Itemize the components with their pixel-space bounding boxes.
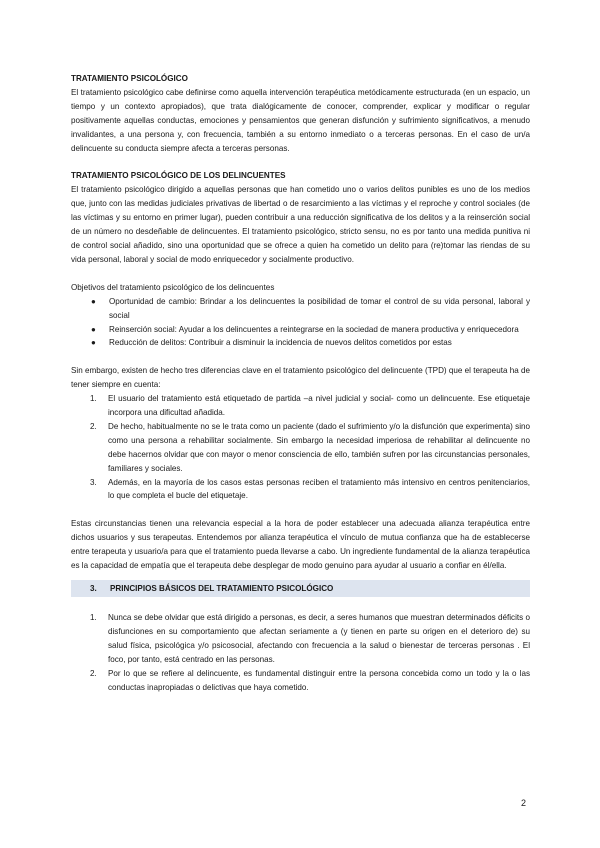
bullet-icon: ●	[91, 296, 96, 306]
section-title: PRINCIPIOS BÁSICOS DEL TRATAMIENTO PSICOLÓGICO	[110, 584, 334, 593]
section-heading-delincuentes: TRATAMIENTO PSICOLÓGICO DE LOS DELINCUENTES	[71, 171, 286, 181]
list-item-text: Nunca se debe olvidar que está dirigido a personas, es decir, a seres humanos que muestran determinados déficits o disfunciones en su comportamiento que afectan seriamente a (y tienen en parte su origen en el deterioro de) su salud física, psicológica y/o psicosocial, afectando con frecuencia a la salud o bienestar de terceras personas . El foco, por tanto, está centrado en las personas.	[108, 613, 530, 664]
list-item-number: 2.	[90, 668, 97, 678]
section-heading-principios	[71, 580, 530, 597]
paragraph-definition: El tratamiento psicológico cabe definirse como aquella intervención terapéutica metódicamente estructurada (en un espacio, un tiempo y un contexto apropiados), que trata dialógicamente de conocer, comprender, explicar y modificar o regular positivamente aquellas conductas, emociones y pensamientos que generan disfunción y sufrimiento significativos, a menudo invalidantes, a una persona y, con frecuencia, también a su entorno inmediato o a terceras personas. En el caso de un/a delincuente su conducta siempre afecta a terceras personas.	[71, 87, 530, 153]
list-item	[71, 323, 530, 337]
list-item-number: 3.	[90, 477, 97, 487]
list-item-text: Reducción de delitos: Contribuir a disminuir la incidencia de nuevos delitos cometidos por estas	[109, 338, 452, 348]
list-item-text: Por lo que se refiere al delincuente, es fundamental distinguir entre la persona concebida como un todo y la o las conductas inapropiadas o delictivas que haya cometido.	[108, 668, 530, 692]
list-item	[71, 476, 530, 504]
list-item-number: 1.	[90, 394, 97, 404]
objectives-list	[71, 295, 530, 351]
list-item	[71, 611, 530, 667]
differences-list	[71, 392, 530, 503]
list-item-text: Además, en la mayoría de los casos estas personas reciben el tratamiento más intensivo en centros penitenciarios, lo que completa el bucle del etiquetaje.	[108, 477, 530, 501]
list-item	[71, 420, 530, 476]
list-item	[71, 392, 530, 420]
list-item-text: El usuario del tratamiento está etiquetado de partida –a nivel judicial y social- como un delincuente. Ese etiquetaje incorpora una dificultad añadida.	[108, 394, 530, 418]
objectives-title: Objetivos del tratamiento psicológico de los delincuentes	[71, 282, 275, 292]
list-item-text: Oportunidad de cambio: Brindar a los delincuentes la posibilidad de tomar el control de su vida personal, laboral y social	[109, 296, 530, 320]
list-item-number: 2.	[90, 421, 97, 431]
list-item-text: Reinserción social: Ayudar a los delincuentes a reintegrarse en la sociedad de manera productiva y enriquecedora	[109, 324, 519, 334]
section-number: 3.	[90, 584, 97, 593]
list-item	[71, 667, 530, 695]
paragraph-differences-intro: Sin embargo, existen de hecho tres diferencias clave en el tratamiento psicológico del delincuente (TPD) que el terapeuta ha de tener siempre en cuenta:	[71, 366, 530, 390]
section-heading-tratamiento: TRATAMIENTO PSICOLÓGICO	[71, 74, 188, 83]
list-item	[71, 336, 530, 350]
paragraph-alliance: Estas circunstancias tienen una relevancia especial a la hora de poder establecer una adecuada alianza terapéutica entre dichos usuarios y sus terapeutas. Entendemos por alianza terapéutica el vínculo de mutua confianza que ha de establecerse entre terapeuta y usuario/a para que el tratamiento pueda llevarse a cabo. Un ingrediente fundamental de la alianza terapéutica es la capacidad de empatía que el terapeuta debe desplegar de modo genuino para ayudar al usuario a confiar en él/ella.	[71, 519, 530, 571]
list-item-text: De hecho, habitualmente no se le trata como un paciente (dado el sufrimiento y/o la disfunción que experimenta) sino como una persona a rehabilitar socialmente. Sin embargo la necesidad imperiosa de rehabilitar al delincuente no debe hacernos olvidar que con mayor o menor consciencia de ello, también sufren por las circunstancias personales, familiares y sociales.	[108, 421, 530, 473]
bullet-icon: ●	[91, 338, 96, 348]
list-item-number: 1.	[90, 613, 97, 622]
principles-list	[71, 611, 530, 694]
list-item	[71, 295, 530, 323]
paragraph-delincuentes: El tratamiento psicológico dirigido a aquellas personas que han cometido uno o varios delitos punibles es uno de los medios que, junto con las medidas judiciales privativas de libertad o de resarcimiento a las víctimas y el reproche y control sociales (de las víctimas y su entorno en primer lugar), pueden contribuir a una reducción significativa de los delitos y a la reinserción social de un número no desdeñable de delincuentes. El tratamiento psicológico, stricto sensu, no es por tanto una medida punitiva ni de control social añadido, sino una oportunidad que se ofrece a quien ha cometido un delito para (re)tomar las riendas de su vida personal, laboral y social de modo enriquecedor y socialmente productivo.	[71, 185, 530, 264]
bullet-icon: ●	[91, 324, 96, 334]
page-content	[71, 72, 530, 694]
page-number: 2	[521, 798, 527, 808]
